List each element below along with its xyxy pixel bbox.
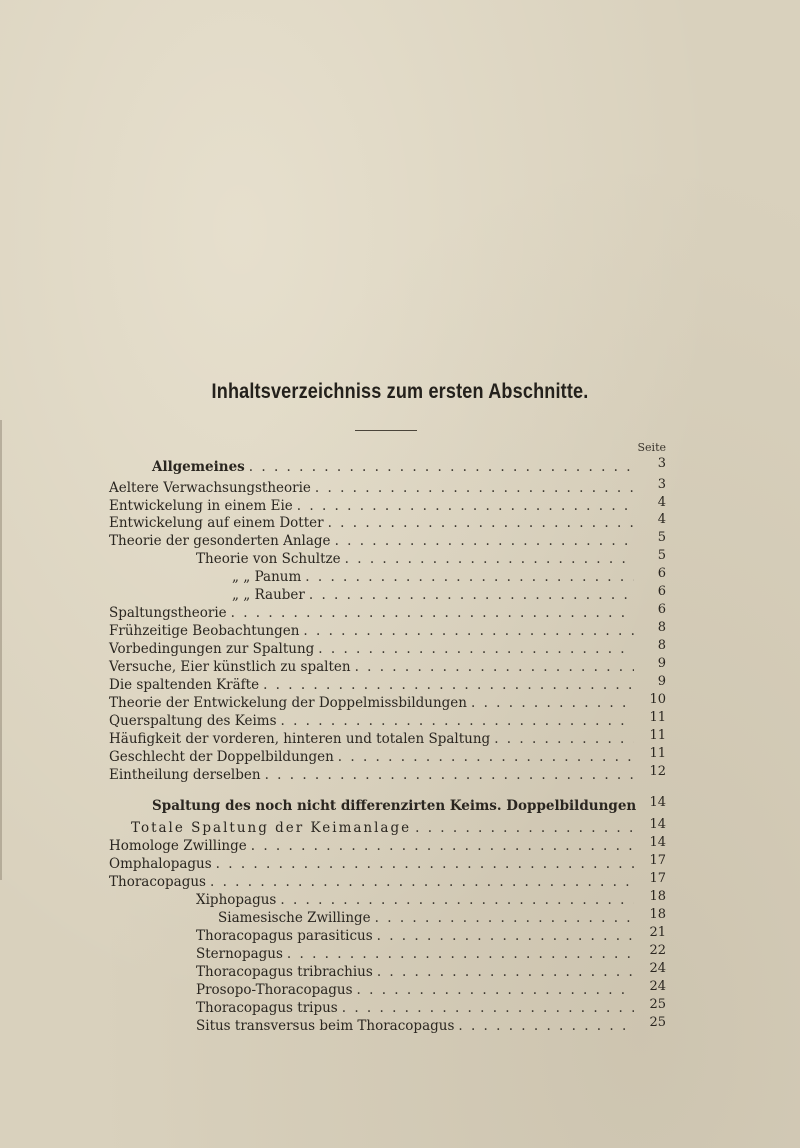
toc-entry: [109, 855, 666, 873]
toc-entry-page: 5: [657, 548, 666, 563]
toc-entry-page: 11: [649, 710, 666, 725]
page-column-label: Seite: [637, 441, 666, 454]
toc-entry-label: Entwickelung auf einem Dotter: [109, 515, 324, 531]
toc-entry-label: Theorie von Schultze: [196, 551, 341, 567]
toc-entry-label: Geschlecht der Doppelbildungen: [109, 749, 334, 765]
toc-entry: [218, 909, 666, 927]
toc-entry-label: Versuche, Eier künstlich zu spalten: [109, 659, 351, 675]
toc-entry-label: „ „ Panum: [232, 569, 302, 585]
toc-entry-label: Entwickelung in einem Eie: [109, 498, 293, 514]
toc-entry-page: 18: [649, 907, 666, 922]
toc-section-heading: [152, 797, 666, 815]
toc-entry-label: Spaltungstheorie: [109, 605, 227, 621]
toc-entry-page: 12: [649, 764, 666, 779]
toc-entry-page: 9: [657, 674, 666, 689]
toc-entry: [109, 622, 666, 640]
toc-entry-label: Xiphopagus: [196, 892, 277, 908]
toc-entry-page: 14: [649, 817, 666, 832]
toc-entry-page: 6: [657, 566, 666, 581]
toc-entry-page: 11: [649, 728, 666, 743]
toc-entry-label: Situs transversus beim Thoracopagus: [196, 1018, 455, 1034]
toc-entry-page: 4: [657, 512, 666, 527]
page-title: Inhaltsverzeichniss zum ersten Abschnitte.: [211, 380, 589, 403]
toc-entry: [196, 550, 666, 568]
toc-entry-label: Vorbedingungen zur Spaltung: [109, 641, 315, 657]
toc-entry: [152, 458, 666, 476]
toc-entry: [109, 766, 666, 784]
toc-entry-label: Aeltere Verwachsungstheorie: [109, 480, 311, 496]
toc-entry-label: Thoracopagus: [109, 874, 206, 890]
toc-entry: [196, 963, 666, 981]
toc-entry-label: Spaltung des noch nicht differenzirten Keims. Doppelbildungen: [152, 798, 637, 814]
toc-entry-page: 24: [649, 979, 666, 994]
toc-entry-page: 6: [657, 602, 666, 617]
toc-entry: [109, 479, 666, 497]
toc-entry-page: 21: [649, 925, 666, 940]
toc-entry-label: Prosopo-Thoracopagus: [196, 982, 353, 998]
toc-entry-page: 3: [657, 456, 666, 471]
toc-entry-label: Die spaltenden Kräfte: [109, 677, 260, 693]
toc-entry: [109, 730, 666, 748]
toc-entry-label: Theorie der gesonderten Anlage: [109, 533, 331, 549]
toc-entry-label: Theorie der Entwickelung der Doppelmissbildungen: [109, 695, 467, 711]
toc-entry-page: 4: [657, 495, 666, 510]
toc-entry-label: „ „ Rauber: [232, 587, 305, 603]
toc-entry-page: 11: [649, 746, 666, 761]
toc-entry-label: Omphalopagus: [109, 856, 212, 872]
toc-entry: [196, 981, 666, 999]
toc-entry-page: 6: [657, 584, 666, 599]
toc-entry-page: 14: [649, 835, 666, 850]
toc-entry-label: Thoracopagus tribrachius: [196, 964, 373, 980]
toc-entry: [109, 873, 666, 891]
toc-entry-page: 14: [649, 795, 666, 810]
toc-entry-label: Querspaltung des Keims: [109, 713, 277, 729]
toc-entry-page: 8: [657, 638, 666, 653]
toc-entry: [109, 514, 666, 532]
toc-entry-page: 3: [657, 477, 666, 492]
toc-entry-page: 5: [657, 530, 666, 545]
toc-entry-page: 9: [657, 656, 666, 671]
toc-entry: [196, 999, 666, 1017]
toc-entry-label: Frühzeitige Beobachtungen: [109, 623, 300, 639]
toc-entry-label: Thoracopagus tripus: [196, 1000, 338, 1016]
toc-entry-label: Thoracopagus parasiticus: [196, 928, 373, 944]
toc-entry-label: Homologe Zwillinge: [109, 838, 247, 854]
toc-entry: [232, 568, 666, 586]
toc-entry-page: 8: [657, 620, 666, 635]
toc-entry: [196, 1017, 666, 1035]
toc-entry-label: Siamesische Zwillinge: [218, 910, 371, 926]
toc-entry: [196, 945, 666, 963]
toc-entry-label: Eintheilung derselben: [109, 767, 261, 783]
toc-entry: [196, 927, 666, 945]
toc-entry-page: 17: [649, 871, 666, 886]
toc-entry: [109, 694, 666, 712]
toc-entry: [232, 586, 666, 604]
toc-entry: [196, 891, 666, 909]
toc-entry-page: 24: [649, 961, 666, 976]
toc-entry-page: 17: [649, 853, 666, 868]
toc-entry-page: 22: [649, 943, 666, 958]
toc-entry: [109, 712, 666, 730]
toc-entry-page: 25: [649, 1015, 666, 1030]
toc-entry-label: Totale Spaltung der Keimanlage: [131, 820, 412, 836]
toc-entry-label: Sternopagus: [196, 946, 283, 962]
toc-entry: [109, 658, 666, 676]
toc-entry: [131, 819, 666, 837]
toc-entry-label: Allgemeines: [152, 459, 245, 475]
toc-entry-page: 10: [649, 692, 666, 707]
toc-entry: [109, 640, 666, 658]
toc-entry: [109, 497, 666, 515]
toc-entry: [109, 748, 666, 766]
toc-entry-page: 25: [649, 997, 666, 1012]
toc-entry: [109, 604, 666, 622]
toc-entry: [109, 837, 666, 855]
toc-entry: [109, 532, 666, 550]
toc-entry: [109, 676, 666, 694]
toc-entry-label: Häufigkeit der vorderen, hinteren und totalen Spaltung: [109, 731, 491, 747]
toc-entry-page: 18: [649, 889, 666, 904]
